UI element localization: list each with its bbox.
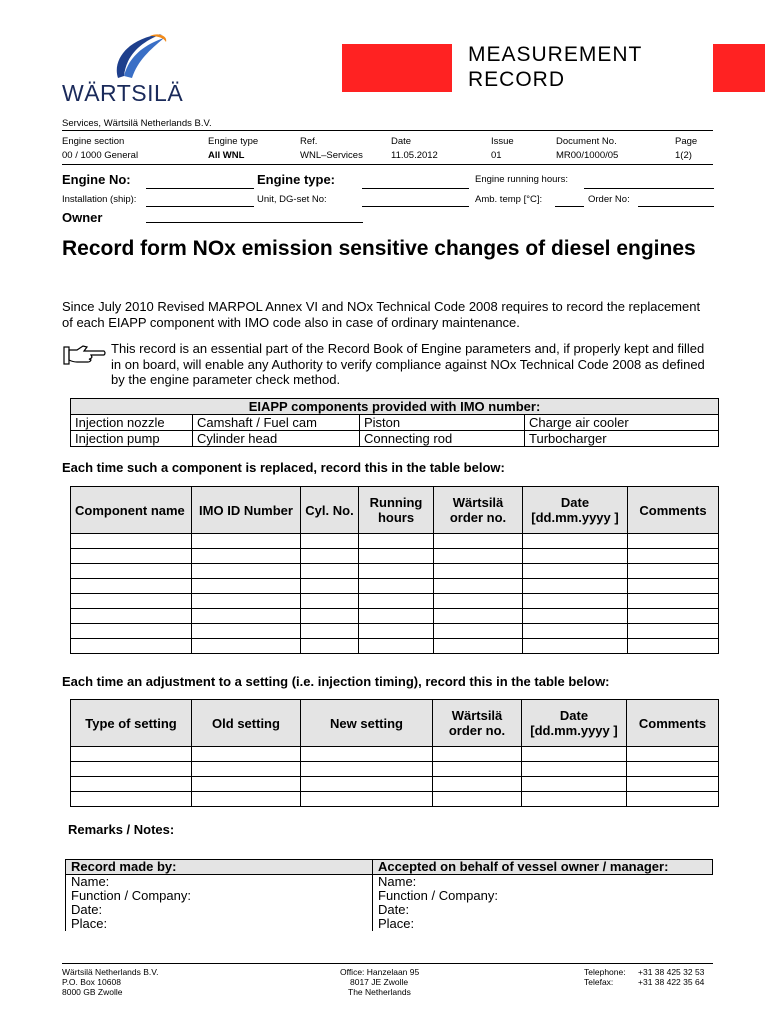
table-cell[interactable] (523, 594, 628, 609)
table-cell[interactable] (628, 549, 719, 564)
column-header: Running hours (359, 487, 434, 534)
table-cell[interactable] (71, 792, 192, 807)
table-cell: Piston (360, 415, 525, 431)
order-no-label: Order No: (588, 194, 630, 205)
table-cell[interactable] (628, 534, 719, 549)
column-header: Type of setting (71, 700, 192, 747)
brand-name: WÄRTSILÄ (62, 80, 184, 106)
engine-type-field[interactable] (362, 188, 469, 189)
table-cell[interactable] (434, 549, 523, 564)
table-cell[interactable] (71, 579, 192, 594)
table-cell: Connecting rod (360, 431, 525, 447)
table-cell[interactable] (628, 579, 719, 594)
footer-line: Wärtsilä Netherlands B.V. (62, 967, 159, 977)
function-field-left[interactable]: Function / Company: (66, 889, 373, 903)
installation-field[interactable] (146, 206, 254, 207)
table-cell[interactable] (301, 639, 359, 654)
table-cell[interactable] (433, 747, 522, 762)
eiapp-table-header: EIAPP components provided with IMO number: (71, 399, 719, 415)
meta-label: Engine section (62, 136, 125, 147)
table-cell[interactable] (628, 639, 719, 654)
table-cell[interactable] (71, 534, 192, 549)
column-header: Comments (627, 700, 719, 747)
footer-line: P.O. Box 10608 (62, 977, 121, 987)
table-cell[interactable] (627, 747, 719, 762)
table-cell[interactable] (523, 639, 628, 654)
table-cell[interactable] (301, 579, 359, 594)
column-header: New setting (301, 700, 433, 747)
table-cell[interactable] (301, 747, 433, 762)
engine-no-field[interactable] (146, 188, 254, 189)
table-row (71, 762, 719, 777)
table-cell[interactable] (301, 549, 359, 564)
table-cell: Cylinder head (193, 431, 360, 447)
red-accent-block (713, 44, 765, 92)
table-cell[interactable] (359, 624, 434, 639)
place-field-right[interactable]: Place: (373, 917, 713, 931)
table-row (71, 594, 719, 609)
table-cell[interactable] (192, 762, 301, 777)
header-divider (62, 130, 713, 131)
intro-paragraph: Since July 2010 Revised MARPOL Annex VI and NOx Technical Code 2008 requires to record the replacement of each EIAPP component with IMO code also in case of ordinary maintenance. (62, 299, 701, 330)
order-no-field[interactable] (638, 206, 714, 207)
column-header: Cyl. No. (301, 487, 359, 534)
table-cell[interactable] (434, 579, 523, 594)
meta-value: 01 (491, 150, 502, 161)
table-cell[interactable] (523, 624, 628, 639)
table-cell[interactable] (71, 639, 192, 654)
date-field-right[interactable]: Date: (373, 903, 713, 917)
meta-label: Ref. (300, 136, 318, 147)
page-heading: Record form NOx emission sensitive changes of diesel engines (62, 237, 696, 260)
table-cell[interactable] (434, 594, 523, 609)
meta-divider (62, 164, 713, 165)
footer-contact-labels (584, 967, 626, 987)
component-table-caption: Each time such a component is replaced, record this in the table below: (62, 460, 505, 475)
table-cell[interactable] (192, 747, 301, 762)
table-cell[interactable] (523, 564, 628, 579)
table-cell[interactable] (71, 609, 192, 624)
table-cell[interactable] (433, 762, 522, 777)
table-cell[interactable] (192, 639, 301, 654)
table-cell[interactable] (359, 579, 434, 594)
table-cell[interactable] (192, 549, 301, 564)
meta-label: Engine type (208, 136, 259, 147)
meta-value: 11.05.2012 (391, 150, 438, 161)
table-cell[interactable] (628, 624, 719, 639)
table-cell[interactable] (522, 747, 627, 762)
table-cell[interactable] (192, 579, 301, 594)
column-header: Old setting (192, 700, 301, 747)
table-cell[interactable] (628, 609, 719, 624)
pointing-hand-icon (63, 344, 107, 366)
table-cell[interactable] (522, 777, 627, 792)
table-cell[interactable] (433, 777, 522, 792)
title-line-1: MEASUREMENT (468, 43, 643, 66)
table-cell: Turbocharger (525, 431, 719, 447)
table-cell[interactable] (301, 792, 433, 807)
footer-line: 8017 JE Zwolle (350, 977, 409, 987)
document-title (468, 42, 642, 92)
table-cell[interactable] (71, 594, 192, 609)
installation-label: Installation (ship): (62, 194, 137, 205)
column-header: Date [dd.mm.yyyy ] (522, 700, 627, 747)
table-cell[interactable] (523, 549, 628, 564)
meta-label: Document No. (556, 136, 617, 147)
table-cell[interactable] (434, 639, 523, 654)
table-cell[interactable] (192, 564, 301, 579)
footer-contact-values (638, 967, 704, 987)
table-cell[interactable] (192, 534, 301, 549)
table-row (71, 564, 719, 579)
name-field-right[interactable]: Name: (373, 875, 713, 890)
column-header: Comments (628, 487, 719, 534)
table-cell[interactable] (71, 624, 192, 639)
table-row (71, 609, 719, 624)
component-table-body (71, 534, 719, 654)
table-row (71, 639, 719, 654)
meta-value: 00 / 1000 General (62, 150, 139, 161)
table-cell: Charge air cooler (525, 415, 719, 431)
table-cell[interactable] (301, 624, 359, 639)
table-row (71, 415, 719, 431)
unit-field[interactable] (362, 206, 469, 207)
remarks-label: Remarks / Notes: (68, 822, 175, 837)
table-cell[interactable] (192, 624, 301, 639)
name-field-left[interactable]: Name: (66, 875, 373, 890)
column-header: Date [dd.mm.yyyy ] (523, 487, 628, 534)
table-cell[interactable] (71, 549, 192, 564)
component-replacement-table (70, 486, 719, 654)
table-cell[interactable] (434, 564, 523, 579)
red-accent-block (342, 44, 452, 92)
table-row (71, 549, 719, 564)
function-field-right[interactable]: Function / Company: (373, 889, 713, 903)
engine-type-label: Engine type: (257, 172, 336, 187)
table-cell[interactable] (71, 747, 192, 762)
table-cell[interactable] (627, 777, 719, 792)
footer-line: Office: Hanzelaan 95 (340, 967, 420, 977)
amb-temp-field[interactable] (555, 206, 584, 207)
column-header: Wärtsilä order no. (434, 487, 523, 534)
record-made-by-header: Record made by: (66, 860, 373, 875)
table-cell: Injection nozzle (71, 415, 193, 431)
meta-value: WNL–Services (300, 150, 363, 161)
table-cell[interactable] (523, 534, 628, 549)
meta-label: Date (391, 136, 412, 147)
accepted-by-header: Accepted on behalf of vessel owner / manager: (373, 860, 713, 875)
footer-address-center (340, 967, 419, 997)
company-line: Services, Wärtsilä Netherlands B.V. (62, 118, 212, 129)
table-cell[interactable] (434, 534, 523, 549)
running-hours-field[interactable] (584, 188, 714, 189)
note-paragraph: This record is an essential part of the Record Book of Engine parameters and, if properly kept and filled in on board, will enable any Authority to verify compliance against NOx Technical Code 2008 as defined by the engine parameter check method. (111, 341, 705, 387)
table-row (71, 431, 719, 447)
table-cell[interactable] (359, 609, 434, 624)
meta-value: 1(2) (675, 150, 692, 161)
footer-line: The Netherlands (348, 987, 411, 997)
table-cell[interactable] (71, 777, 192, 792)
table-cell[interactable] (523, 609, 628, 624)
telephone-label: Telephone: (584, 967, 626, 977)
owner-field[interactable] (146, 222, 363, 223)
table-row (71, 579, 719, 594)
table-cell[interactable] (301, 777, 433, 792)
table-cell[interactable] (522, 792, 627, 807)
table-cell: Camshaft / Fuel cam (193, 415, 360, 431)
table-row (71, 777, 719, 792)
table-cell[interactable] (359, 534, 434, 549)
table-cell[interactable] (628, 564, 719, 579)
table-cell[interactable] (627, 762, 719, 777)
table-cell[interactable] (71, 564, 192, 579)
meta-label: Page (675, 136, 698, 147)
owner-label: Owner (62, 210, 103, 225)
column-header: Wärtsilä order no. (433, 700, 522, 747)
table-cell[interactable] (71, 762, 192, 777)
table-cell[interactable] (192, 609, 301, 624)
footer-divider (62, 963, 713, 964)
telefax-label: Telefax: (584, 977, 614, 987)
table-cell[interactable] (301, 762, 433, 777)
engine-no-label: Engine No: (62, 172, 131, 187)
meta-label: Issue (491, 136, 514, 147)
table-cell[interactable] (301, 564, 359, 579)
table-cell[interactable] (359, 549, 434, 564)
table-cell[interactable] (301, 594, 359, 609)
table-cell[interactable] (434, 624, 523, 639)
table-cell[interactable] (192, 777, 301, 792)
table-row (71, 747, 719, 762)
setting-table-body (71, 747, 719, 807)
table-row (71, 792, 719, 807)
table-cell[interactable] (359, 639, 434, 654)
table-cell[interactable] (628, 594, 719, 609)
table-cell[interactable] (627, 792, 719, 807)
place-field-left[interactable]: Place: (66, 917, 373, 931)
telefax-value: +31 38 422 35 64 (638, 977, 705, 987)
table-cell[interactable] (192, 594, 301, 609)
table-cell[interactable] (301, 534, 359, 549)
table-cell[interactable] (192, 792, 301, 807)
setting-adjustment-table (70, 699, 719, 807)
table-cell[interactable] (433, 792, 522, 807)
date-field-left[interactable]: Date: (66, 903, 373, 917)
table-cell[interactable] (359, 564, 434, 579)
running-hours-label: Engine running hours: (475, 174, 568, 185)
table-row (71, 534, 719, 549)
telephone-value: +31 38 425 32 53 (638, 967, 705, 977)
column-header: Component name (71, 487, 192, 534)
table-row (71, 624, 719, 639)
column-header: IMO ID Number (192, 487, 301, 534)
record-signoff-table (65, 859, 713, 931)
unit-label: Unit, DG-set No: (257, 194, 327, 205)
wartsila-logo-icon (110, 30, 172, 82)
table-cell[interactable] (359, 594, 434, 609)
meta-value: All WNL (208, 150, 245, 161)
amb-temp-label: Amb. temp [°C]: (475, 194, 543, 205)
table-cell[interactable] (522, 762, 627, 777)
table-cell[interactable] (523, 579, 628, 594)
meta-value: MR00/1000/05 (556, 150, 619, 161)
table-cell: Injection pump (71, 431, 193, 447)
footer-line: 8000 GB Zwolle (62, 987, 123, 997)
title-line-2: RECORD (468, 68, 566, 91)
setting-table-caption: Each time an adjustment to a setting (i.e. injection timing), record this in the table below: (62, 674, 610, 689)
eiapp-components-table (70, 398, 719, 447)
table-cell[interactable] (301, 609, 359, 624)
footer-address-left (62, 967, 159, 997)
table-cell[interactable] (434, 609, 523, 624)
